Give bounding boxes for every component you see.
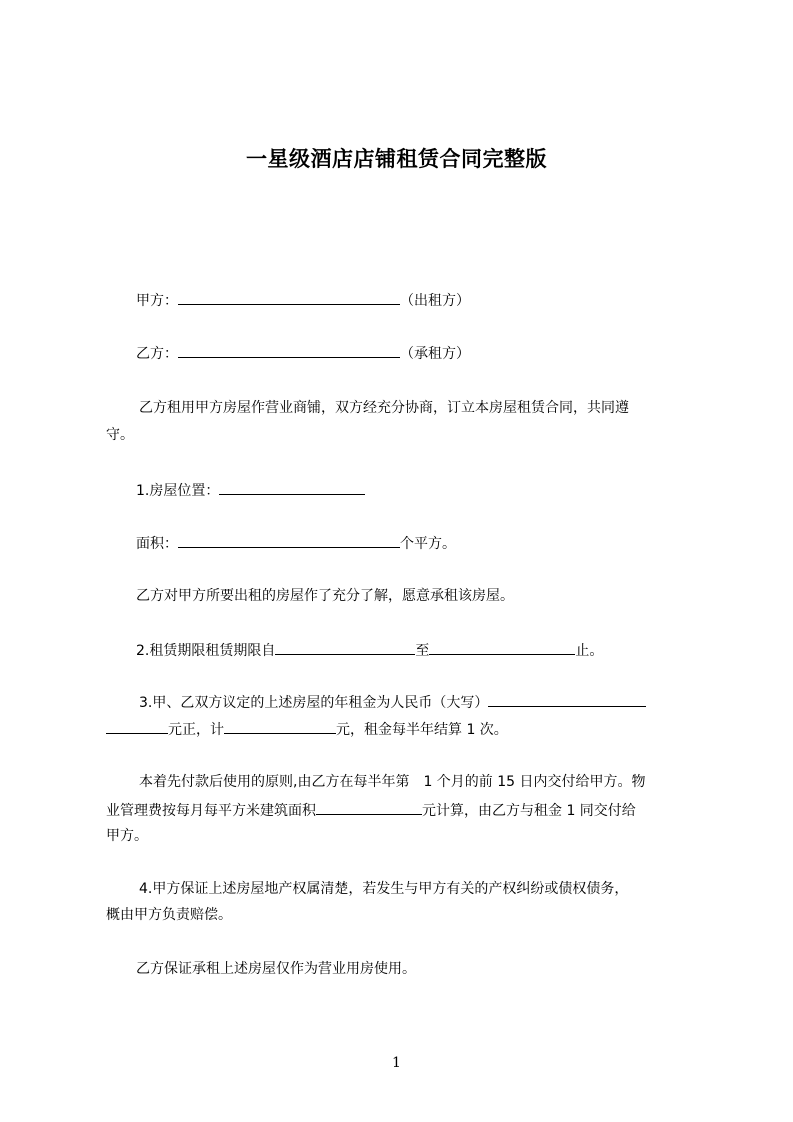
clause-4-line-1: 4.甲方保证上述房屋地产权属清楚，若发生与甲方有关的产权纠纷或债权债务， [139, 881, 629, 897]
clause-1-understanding: 乙方对甲方所要出租的房屋作了充分了解，愿意承租该房屋。 [136, 588, 514, 604]
mgmt-fee-rest: 元计算，由乙方与租金 1 同交付给 [422, 803, 636, 819]
clause-2-term [136, 640, 603, 661]
rent-amount-blank[interactable] [224, 719, 336, 734]
mgmt-fee-label: 业管理费按每月每平方米建筑面积 [106, 803, 316, 819]
area-blank[interactable] [178, 533, 400, 548]
clause-1-area [136, 533, 456, 554]
intro-line-2: 守。 [106, 427, 134, 443]
clause-4-use: 乙方保证承租上述房屋仅作为营业用房使用。 [136, 961, 416, 977]
party-a-line [136, 290, 470, 311]
document-title: 一星级酒店店铺租赁合同完整版 [246, 147, 547, 171]
party-b-blank[interactable] [178, 343, 400, 358]
clause-1-location [136, 480, 365, 501]
location-blank[interactable] [219, 480, 365, 495]
intro-line-1: 乙方租用甲方房屋作营业商铺，双方经充分协商，订立本房屋租赁合同，共同遵 [139, 400, 629, 416]
party-a-role: （出租方） [400, 293, 470, 309]
clause-4-line-2: 概由甲方负责赔偿。 [106, 907, 232, 923]
rent-rest: 元，租金每半年结算 1 次。 [336, 722, 508, 738]
party-b-label: 乙方： [136, 346, 178, 362]
term-to: 至 [415, 643, 430, 659]
party-b-role: （承租方） [400, 346, 470, 362]
rent-words-blank-cont[interactable] [106, 719, 168, 734]
clause-3-line-1 [139, 692, 646, 713]
location-label: 1.房屋位置： [136, 483, 220, 499]
party-b-line [136, 343, 470, 364]
page-number: 1 [392, 1055, 401, 1071]
party-a-blank[interactable] [178, 290, 400, 305]
party-a-label: 甲方： [136, 293, 178, 309]
payment-line-1: 本着先付款后使用的原则,由乙方在每半年第 1 个月的前 15 日内交付给甲方。物 [139, 774, 646, 790]
rent-label: 3.甲、乙双方议定的上述房屋的年租金为人民币（大写） [139, 695, 489, 711]
rent-words-blank[interactable] [488, 692, 646, 707]
payment-line-3: 甲方。 [106, 828, 148, 844]
term-end: 止。 [575, 643, 604, 659]
payment-line-2 [106, 800, 636, 821]
term-end-blank[interactable] [429, 640, 575, 655]
area-label: 面积： [136, 536, 178, 552]
term-label: 2.租赁期限租赁期限自 [136, 643, 276, 659]
term-start-blank[interactable] [275, 640, 415, 655]
clause-3-line-2 [106, 719, 508, 740]
area-unit: 个平方。 [400, 536, 456, 552]
mgmt-fee-blank[interactable] [316, 800, 422, 815]
rent-yuan-zheng: 元正，计 [168, 722, 224, 738]
